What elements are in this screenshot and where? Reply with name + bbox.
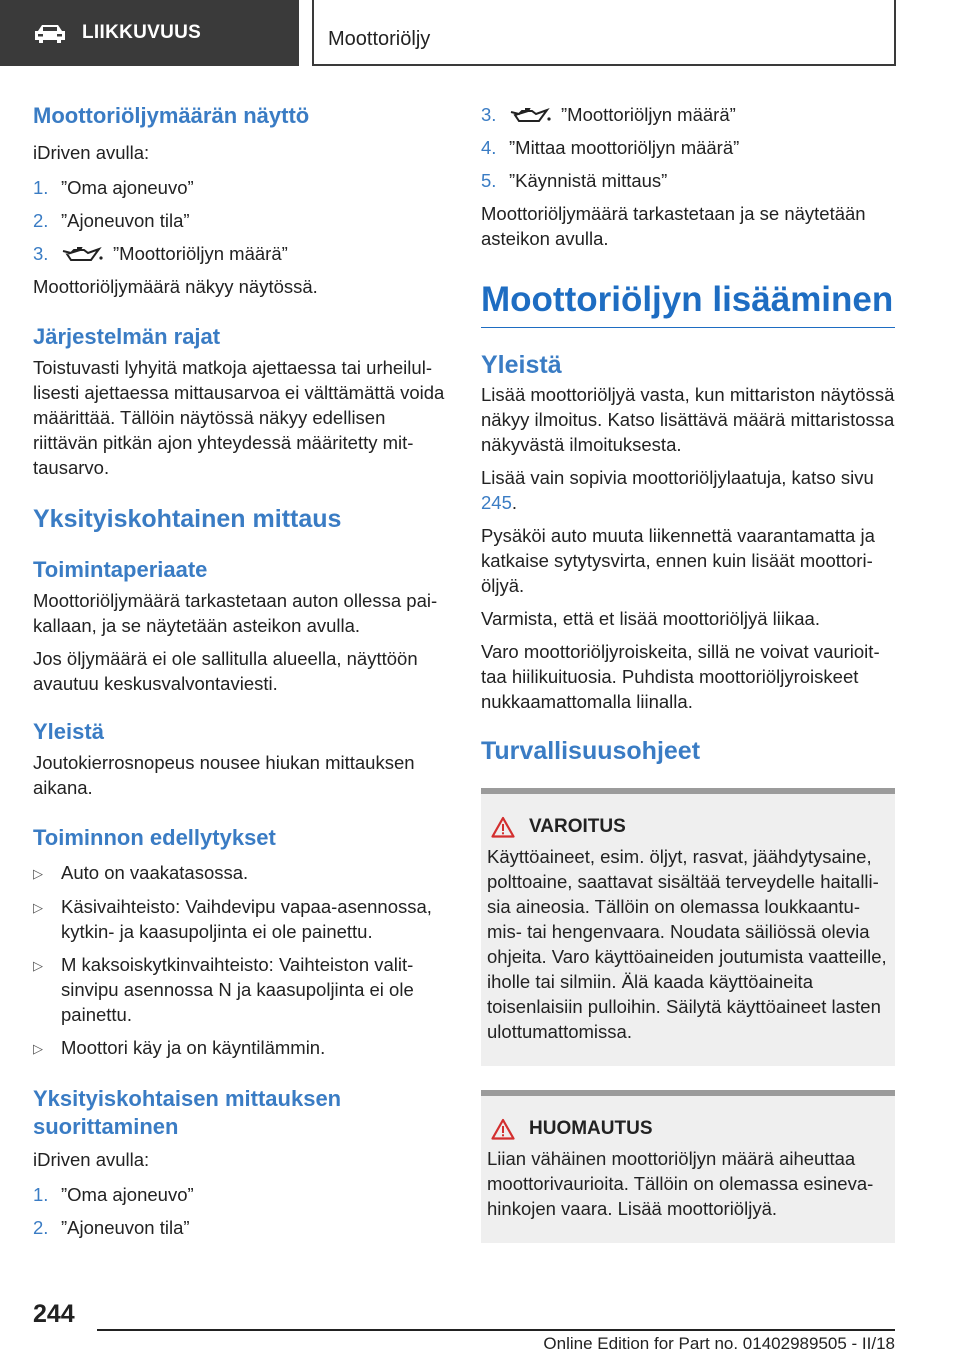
page-link[interactable]: 245 — [481, 492, 512, 513]
list-item: ▷ Moottori käy ja on käyntilämmin. — [33, 1035, 448, 1061]
page-number: 244 — [33, 1300, 75, 1328]
section-tab — [0, 0, 299, 66]
paragraph: Moottoriöljymäärä tarkastetaan auton ollessa paikallaan, ja se näytetään asteikon avulla. — [33, 590, 438, 636]
heading-system-limits: Järjestelmän rajat — [33, 324, 221, 349]
list-item: 3. ”Moottoriöljyn määrä” — [33, 243, 288, 264]
bullet-triangle-icon: ▷ — [33, 866, 43, 881]
notice-text: Liian vähäinen moottoriöljyn määrä aiheuttaa moottorivaurioita. Tällöin on olemassa esinevahinkojen vaara. Lisää moottoriöljyä. — [487, 1148, 874, 1219]
bullet-triangle-icon: ▷ — [33, 958, 43, 973]
heading-performing-measurement: Yksityiskohtaisen mittauksen suorittaminen — [33, 1086, 342, 1139]
warning-label: VAROITUS — [487, 816, 887, 838]
heading-principle: Toimintaperiaate — [33, 557, 208, 582]
list-item: 3. ”Moottoriöljyn määrä” — [481, 104, 736, 125]
heading-general: Yleistä — [481, 351, 562, 379]
oil-can-icon — [509, 107, 551, 125]
left-column — [33, 102, 448, 1240]
paragraph: Pysäköi auto muuta liikennettä vaarantamatta ja katkaise sytytysvirta, ennen kuin lisäät moottoriöljyä. — [481, 525, 875, 596]
topic-title: Moottoriöljy — [312, 0, 896, 66]
bullet-triangle-icon: ▷ — [33, 1041, 43, 1056]
paragraph: Joutokierrosnopeus nousee hiukan mittauksen aikana. — [33, 752, 415, 798]
list-item: ▷ Auto on vaakatasossa. — [33, 860, 448, 886]
paragraph: Toistuvasti lyhyitä matkoja ajettaessa tai urheilullisesti ajettaessa mittausarvoa ei välttämättä voida määrittää. Tällöin näytössä näkyy edellisen riittävän pitkän ajon yhteydessä määritetty mittausarvo. — [33, 357, 445, 478]
list-item: 1. ”Oma ajoneuvo” — [33, 177, 194, 198]
warning-triangle-icon — [491, 816, 515, 838]
paragraph: Varo moottoriöljyroiskeita, sillä ne voivat vaurioittaa hiilikuituosia. Puhdista moottoriöljyroiskeet nukkaamattomalla liinalla. — [481, 641, 880, 712]
paragraph: iDriven avulla: — [33, 142, 150, 163]
heading-adding-oil: Moottoriöljyn lisääminen — [481, 279, 895, 328]
warning-box — [481, 788, 895, 1066]
right-column — [481, 102, 895, 1243]
list-item: 2. ”Ajoneuvon tila” — [33, 1217, 190, 1238]
heading-requirements: Toiminnon edellytykset — [33, 825, 276, 850]
paragraph: Moottoriöljymäärä tarkastetaan ja se näytetään asteikon avulla. — [481, 203, 866, 249]
paragraph: Varmista, että et lisää moottoriöljyä liikaa. — [481, 608, 820, 629]
notice-box — [481, 1090, 895, 1243]
warning-text: Käyttöaineet, esim. öljyt, rasvat, jäähdytysaine, polttoaine, saattavat sisältää terveydelle haitallisia aineosia. Tällöin on olemassa loukkaantumis- tai hengenvaara. Noudata säiliössä olevia ohjeita. Varo käyttöaineiden joutumista vaatteille, iholle tai silmiin. Älä kaada käyttöaineita toisenlaisiin pulloihin. Säilytä käyttöaineet lasten ulottumattomissa. — [487, 846, 887, 1042]
list-item: 1. ”Oma ajoneuvo” — [33, 1184, 194, 1205]
paragraph: iDriven avulla: — [33, 1149, 150, 1170]
car-icon — [32, 22, 68, 44]
paragraph: Lisää vain sopivia moottoriöljylaatuja, katso sivu 245. — [481, 467, 874, 513]
bullet-triangle-icon: ▷ — [33, 900, 43, 915]
list-item: 4. ”Mittaa moottoriöljyn määrä” — [481, 137, 740, 158]
paragraph: Jos öljymäärä ei ole sallitulla alueella, näyttöön avautuu keskusvalvontaviesti. — [33, 648, 418, 694]
footer-rule — [97, 1329, 895, 1331]
heading-oil-level-display: Moottoriöljymäärän näyttö — [33, 103, 310, 128]
edition-note: Online Edition for Part no. 01402989505 - II/18 — [543, 1334, 895, 1353]
page-header — [0, 0, 960, 66]
list-item: ▷ Käsivaihteisto: Vaihdevipu vapaa-asennossa, kytkin- ja kaasupoljinta ei ole painettu. — [33, 896, 432, 942]
list-item: ▷ M kaksoiskytkinvaihteisto: Vaihteiston valitsinvipu asennossa N ja kaasupoljinta ei ole painettu. — [33, 954, 414, 1025]
oil-can-icon — [61, 246, 103, 264]
heading-general: Yleistä — [33, 719, 104, 744]
list-item: 2. ”Ajoneuvon tila” — [33, 210, 190, 231]
section-title: LIIKKUVUUS — [82, 22, 202, 43]
paragraph: Moottoriöljymäärä näkyy näytössä. — [33, 276, 318, 297]
paragraph: Lisää moottoriöljyä vasta, kun mittariston näytössä näkyy ilmoitus. Katso lisättävä määrä mittaristossa näkyvästä ilmoituksesta. — [481, 384, 895, 455]
notice-label: HUOMAUTUS — [487, 1118, 887, 1140]
heading-safety: Turvallisuusohjeet — [481, 737, 701, 765]
warning-triangle-icon — [491, 1118, 515, 1140]
heading-detailed-measurement: Yksityiskohtainen mittaus — [33, 505, 342, 533]
list-item: 5. ”Käynnistä mittaus” — [481, 170, 668, 191]
